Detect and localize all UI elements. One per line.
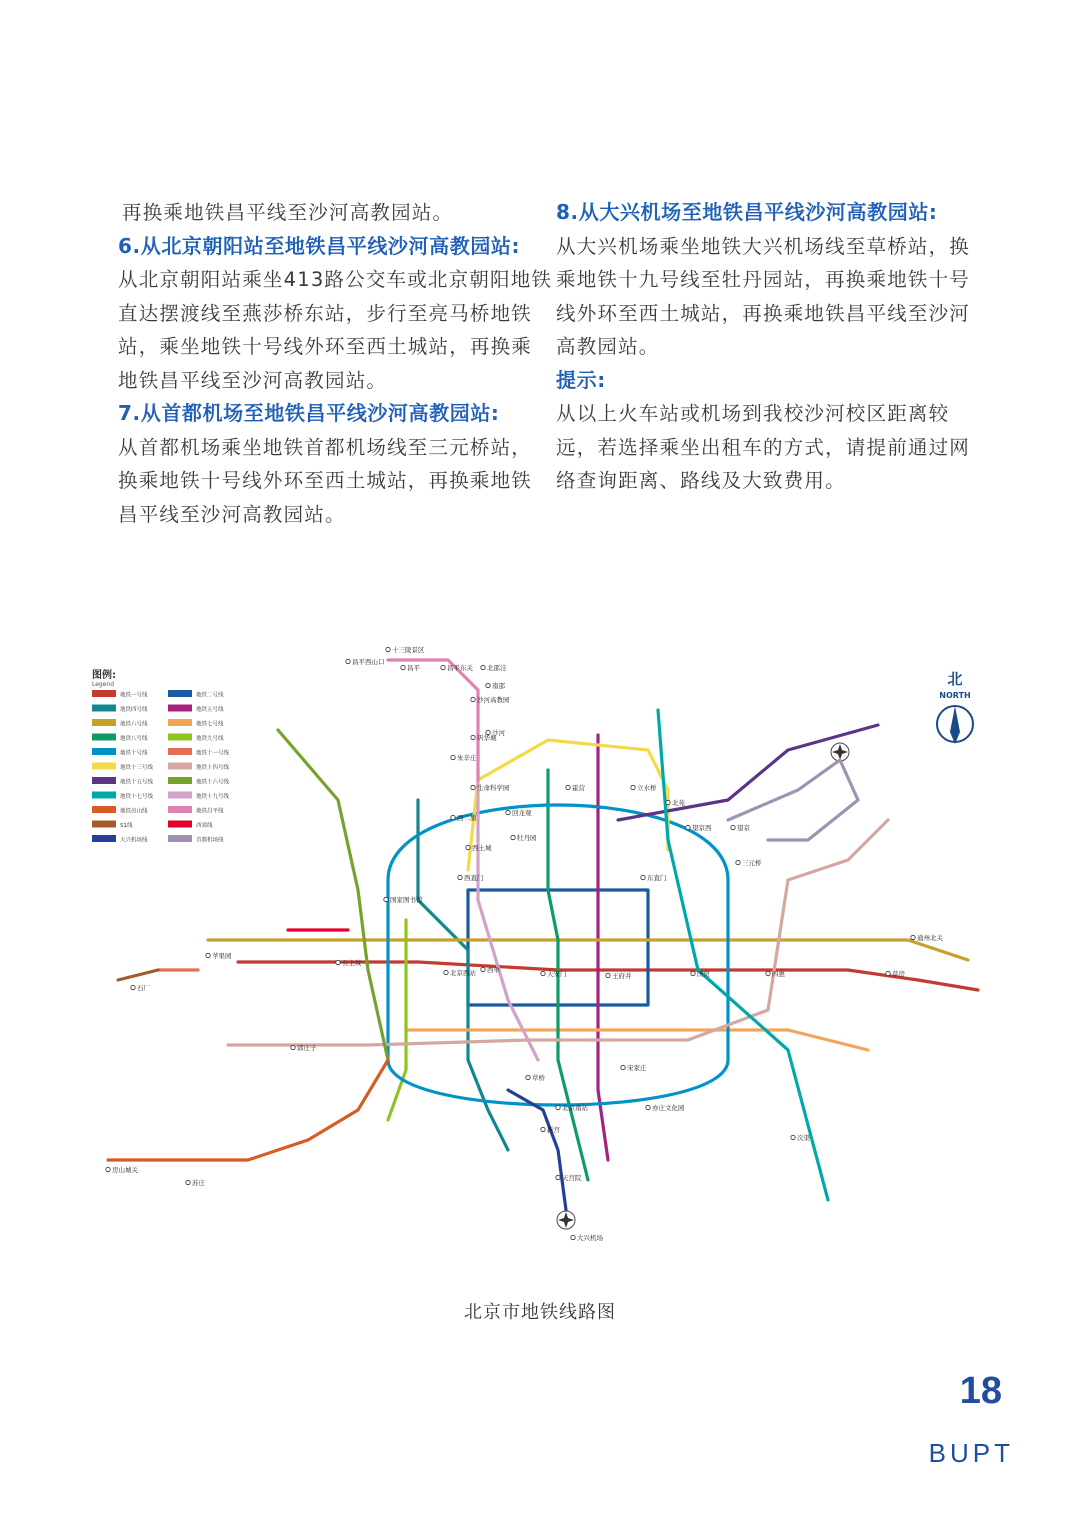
page-number: 18: [959, 1370, 1002, 1412]
map-caption: 北京市地铁线路图: [464, 1302, 616, 1323]
legend-swatch: [92, 777, 116, 784]
station-label: 生命科学园: [477, 784, 510, 792]
legend-label: 地铁十号线: [120, 750, 148, 757]
north-label: 北: [947, 670, 963, 688]
station-label: 巩华城: [477, 734, 497, 742]
station-label: 西土城: [472, 844, 492, 852]
legend-label: 地铁十三号线: [120, 765, 154, 771]
station-label: 昌平东关: [447, 664, 473, 672]
legend-label: 地铁十七号线: [120, 794, 154, 800]
station-label: 大兴机场: [577, 1234, 603, 1242]
station-dot: [541, 1127, 545, 1131]
station-label: 王府井: [612, 972, 632, 980]
legend-label: 地铁十四号线: [196, 765, 230, 771]
legend-label: 地铁六号线: [120, 721, 148, 728]
station-dot: [401, 665, 405, 669]
brand-logo: BUPT: [928, 1438, 1014, 1468]
daxing-airport-icon: [557, 1211, 575, 1229]
legend-label: 首都机场线: [196, 837, 224, 844]
station-dot: [686, 825, 690, 829]
station-dot: [458, 875, 462, 879]
station-dot: [466, 845, 470, 849]
station-label: 苏庄: [192, 1179, 205, 1187]
station-label: 亦庄文化园: [652, 1104, 685, 1112]
legend-label: 地铁二号线: [196, 692, 224, 699]
station-dot: [506, 810, 510, 814]
station-dot: [486, 683, 490, 687]
station-label: 北邵洼: [487, 664, 507, 672]
legend-swatch: [168, 734, 192, 741]
station-dot: [441, 665, 445, 669]
right-column: [556, 196, 976, 498]
station-label: 沙河高教园: [477, 696, 510, 704]
legend-swatch: [168, 792, 192, 799]
station-label: 天安门: [547, 970, 567, 978]
station-dot: [526, 1075, 530, 1079]
station-dot: [511, 835, 515, 839]
station-label: 东直门: [647, 874, 667, 882]
station-label: 霍营: [572, 784, 585, 792]
legend-label: 地铁十一号线: [196, 750, 230, 757]
body-text-line: 络查询距离、路线及大致费用。: [556, 469, 846, 492]
station-dot: [691, 971, 695, 975]
legend-label: 地铁昌平线: [196, 808, 224, 815]
legend-label: 地铁七号线: [196, 721, 224, 728]
legend-title: 图例:: [92, 670, 116, 681]
station-label: 新宫: [547, 1126, 560, 1134]
station-label: 草房: [892, 970, 905, 978]
legend-swatch: [92, 835, 116, 842]
legend-label: 地铁四号线: [120, 707, 148, 713]
legend-label: 大兴机场线: [120, 837, 148, 844]
legend-label: 地铁一号线: [120, 692, 148, 699]
body-text-line: 远，若选择乘坐出租车的方式，请提前通过网: [556, 435, 971, 459]
station-dot: [731, 825, 735, 829]
station-label: 西二旗: [457, 814, 477, 822]
station-label: 石厂: [137, 984, 150, 992]
section-heading: 8.从大兴机场至地铁昌平线沙河高教园站:: [556, 200, 938, 224]
station-label: 通州北关: [917, 934, 943, 942]
legend-swatch: [92, 806, 116, 813]
station-label: 宋家庄: [627, 1064, 647, 1072]
legend-swatch: [168, 748, 192, 755]
station-label: 望京: [737, 824, 750, 832]
legend-swatch: [92, 821, 116, 828]
station-label: 三元桥: [742, 859, 762, 867]
body-text-line: 站，乘坐地铁十号线外环至西土城站，再换乘: [118, 335, 533, 358]
legend-subtitle: Legend: [92, 681, 115, 688]
station-label: 西直门: [464, 874, 484, 882]
station-dot: [471, 785, 475, 789]
station-label: 西单: [487, 966, 500, 974]
station-label: 朱辛庄: [457, 754, 477, 762]
legend-swatch: [168, 763, 192, 770]
legend-swatch: [168, 835, 192, 842]
station-label: 北京西站: [450, 969, 476, 977]
station-label: 立水桥: [637, 784, 657, 792]
station-dot: [556, 1175, 560, 1179]
station-dot: [736, 860, 740, 864]
legend-label: 地铁九号线: [196, 736, 224, 742]
station-label: 沙河: [492, 729, 505, 737]
body-text-line: 换乘地铁十号线外环至西土城站，再换乘地铁: [118, 469, 533, 492]
body-text-line: 地铁昌平线至沙河高教园站。: [118, 368, 388, 392]
station-dot: [556, 1105, 560, 1109]
station-dot: [631, 785, 635, 789]
station-dot: [471, 735, 475, 739]
body-text-line: 线外环至西土城站，再换乘地铁昌平线至沙河: [556, 301, 971, 325]
station-dot: [384, 897, 388, 901]
station-label: 苹果园: [212, 952, 232, 960]
body-text-line: 从以上火车站或机场到我校沙河校区距离较: [556, 402, 950, 425]
body-text-line: 直达摆渡线至燕莎桥东站，步行至亮马桥地铁: [118, 301, 533, 325]
legend-label: 地铁十五号线: [120, 779, 154, 786]
subway-map: [88, 640, 992, 1250]
body-text-line: 高教园站。: [556, 335, 660, 358]
station-dot: [886, 971, 890, 975]
legend-swatch: [92, 705, 116, 712]
station-label: 牡丹园: [517, 834, 537, 842]
station-dot: [606, 973, 610, 977]
station-label: 十三陵景区: [392, 646, 425, 654]
left-column: [118, 196, 553, 531]
legend-swatch: [168, 705, 192, 712]
legend-label: 西郊线: [196, 823, 213, 829]
station-dot: [571, 1235, 575, 1239]
body-text-line: 乘地铁十九号线至牡丹园站，再换乘地铁十号: [556, 268, 971, 291]
legend-swatch: [92, 690, 116, 697]
legend-swatch: [92, 763, 116, 770]
legend-swatch: [92, 734, 116, 741]
station-dot: [641, 875, 645, 879]
station-dot: [346, 659, 350, 663]
legend-label: S1线: [120, 823, 133, 829]
station-dot: [386, 647, 390, 651]
station-dot: [291, 1045, 295, 1049]
station-label: 南邵: [492, 682, 505, 690]
section-heading: 提示:: [556, 367, 606, 392]
station-label: 国贸: [697, 970, 710, 978]
station-dot: [766, 971, 770, 975]
station-dot: [541, 971, 545, 975]
legend-swatch: [92, 719, 116, 726]
station-dot: [566, 785, 570, 789]
body-text-line: 从北京朝阳站乘坐413路公交车或北京朝阳地铁: [118, 268, 553, 291]
station-label: 国家图书馆: [390, 896, 423, 904]
station-dot: [336, 960, 340, 964]
station-dot: [451, 815, 455, 819]
station-label: 四惠: [772, 970, 785, 978]
legend-label: 地铁十六号线: [196, 779, 230, 786]
body-text-line: 再换乘地铁昌平线至沙河高教园站。: [122, 201, 454, 224]
legend-swatch: [92, 792, 116, 799]
station-dot: [481, 665, 485, 669]
station-label: 昌平西山口: [352, 658, 385, 666]
station-dot: [481, 967, 485, 971]
legend-label: 地铁十九号线: [196, 794, 230, 800]
section-heading: 6.从北京朝阳站至地铁昌平线沙河高教园站:: [118, 233, 521, 258]
station-label: 昌平: [407, 664, 420, 672]
station-label: 北苑: [672, 799, 685, 807]
legend-swatch: [168, 777, 192, 784]
station-label: 房山城关: [112, 1166, 138, 1174]
legend-label: 地铁房山线: [120, 808, 148, 815]
station-dot: [646, 1105, 650, 1109]
subway-map-graphic: [88, 640, 992, 1250]
capital-airport-icon: [831, 743, 849, 761]
body-text-line: 从首都机场乘坐地铁首都机场线至三元桥站，: [118, 435, 533, 459]
legend-swatch: [92, 748, 116, 755]
station-dot: [131, 985, 135, 989]
station-dot: [186, 1180, 190, 1184]
station-label: 公主坟: [342, 959, 362, 967]
station-label: 回龙观: [512, 809, 532, 817]
station-dot: [471, 697, 475, 701]
body-text-line: 昌平线至沙河高教园站。: [118, 502, 346, 526]
legend-label: 地铁五号线: [196, 707, 224, 713]
north-sub-label: NORTH: [939, 691, 971, 700]
legend-label: 地铁八号线: [120, 736, 148, 742]
station-dot: [106, 1167, 110, 1171]
legend-swatch: [168, 690, 192, 697]
station-dot: [911, 935, 915, 939]
section-heading: 7.从首都机场至地铁昌平线沙河高教园站:: [118, 401, 500, 425]
station-label: 天宫院: [562, 1174, 582, 1182]
legend-swatch: [168, 719, 192, 726]
station-dot: [444, 970, 448, 974]
station-dot: [206, 953, 210, 957]
station-dot: [791, 1135, 795, 1139]
station-label: 郭庄子: [297, 1044, 317, 1052]
legend-swatch: [168, 806, 192, 813]
body-text-line: 从大兴机场乘坐地铁大兴机场线至草桥站，换: [556, 234, 971, 258]
station-label: 望京西: [692, 824, 712, 832]
station-label: 北京南站: [562, 1104, 588, 1112]
legend-swatch: [168, 821, 192, 828]
station-dot: [621, 1065, 625, 1069]
station-label: 草桥: [532, 1074, 545, 1082]
station-dot: [666, 800, 670, 804]
station-dot: [451, 755, 455, 759]
station-label: 次渠: [797, 1134, 810, 1142]
